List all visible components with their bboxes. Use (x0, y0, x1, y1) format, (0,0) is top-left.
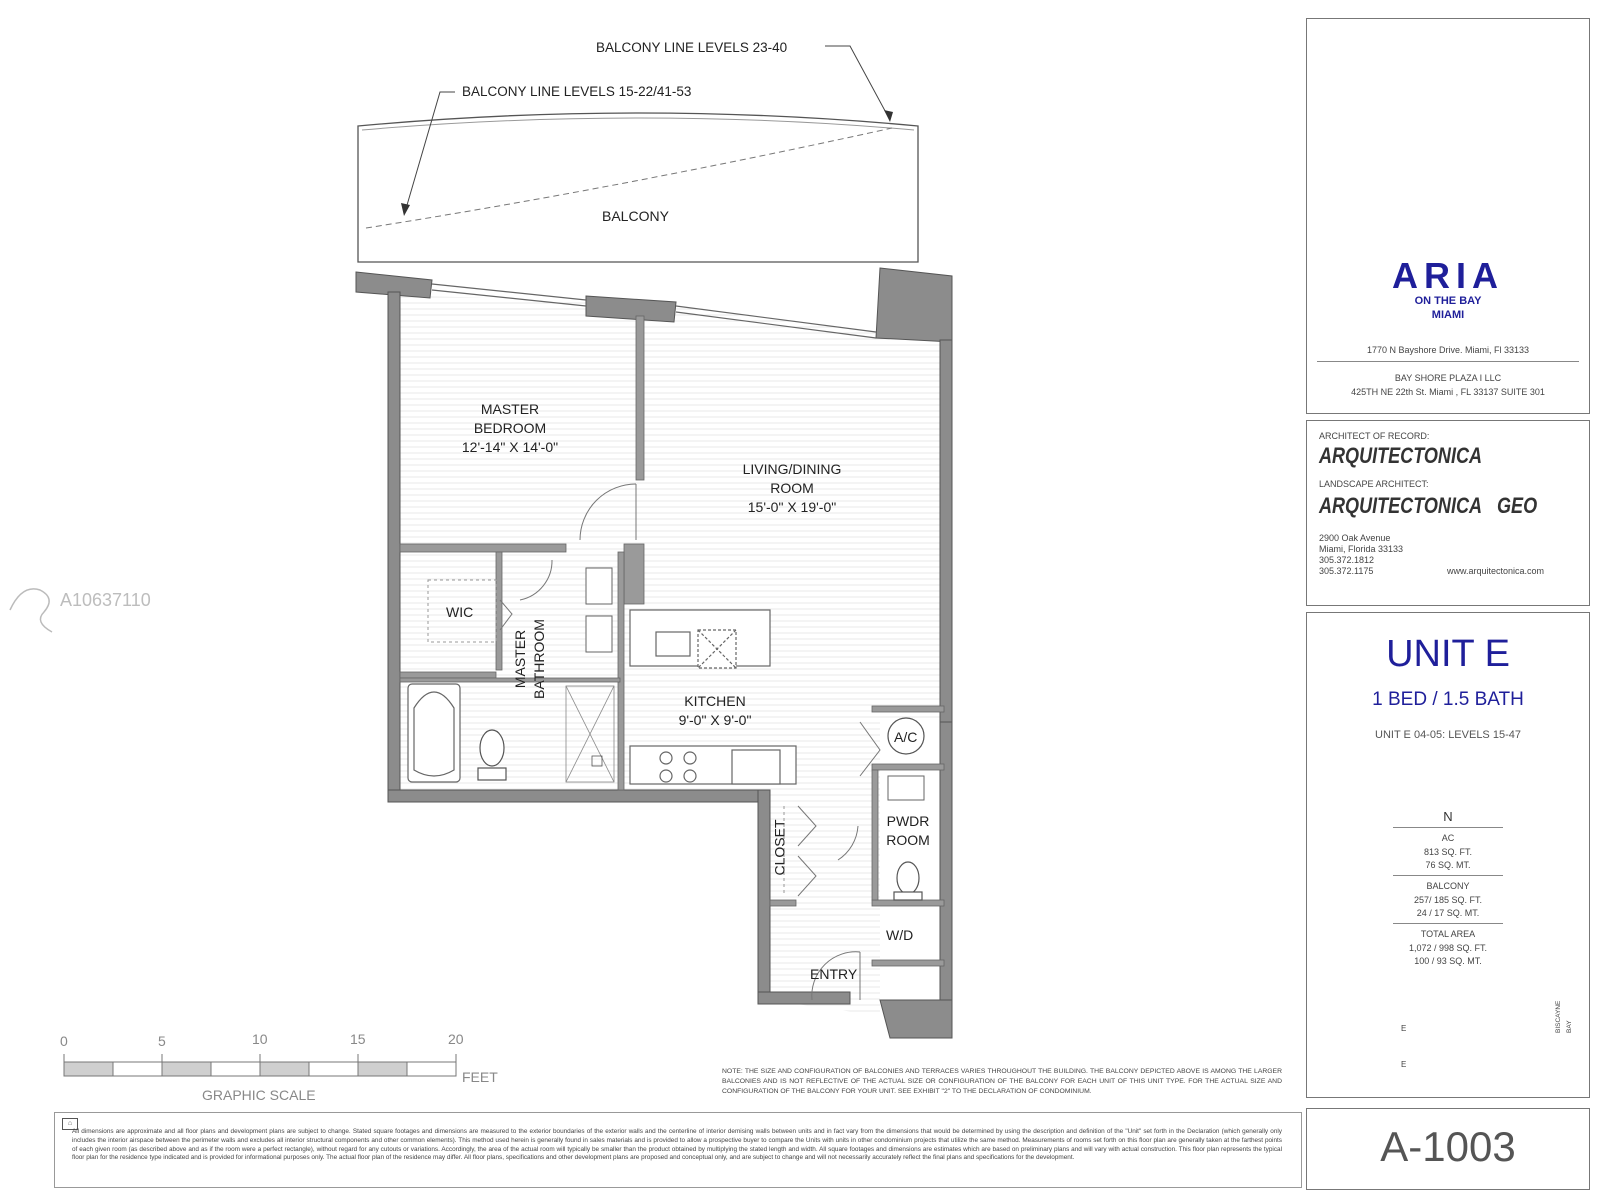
listing-id-watermark: A10637110 (60, 590, 151, 610)
project-panel (1306, 18, 1590, 414)
architect-phone-1: 305.372.1812 (1319, 555, 1375, 565)
unit-panel (1306, 612, 1590, 1098)
kitchen-size: 9'-0" X 9'-0" (678, 712, 752, 728)
pwdr-room-line-2: ROOM (886, 832, 930, 848)
scale-tick-10: 10 (252, 1031, 268, 1047)
architect-panel (1306, 420, 1590, 606)
balcony-area-sqmt: 24 / 17 SQ. MT. (1416, 908, 1480, 918)
watermark-logo (10, 589, 52, 632)
bathtub (408, 684, 460, 782)
ac-area-label: AC (1441, 833, 1455, 843)
master-bedroom-line-2: BEDROOM (473, 420, 547, 436)
legal-disclaimer: All dimensions are approximate and all floor plans and development plans are subject to change. Stated square footages and dimensions are measured to the exterior boundaries of the exterior walls and the centerline of interior demising walls between units and in fact vary from the dimensions that would be determined by using the description and definition of the "Unit" set forth in the Declaration (which generally only includes the interior airspace between the perimeter walls and excludes all interior structural components and other common elements). This method used herein is generally found in sales materials and is provided to allow a prospective buyer to compare the Units with units in other condominium projects that utilize the same method. Measurements of rooms set forth on this floor plan are generally taken at the farthest points of each given room (as described above and as if the room were a perfect rectangle), without regard for any cutouts or variations. Accordingly, the area of the actual room will typically be smaller than the product obtained by multiplying the stated length and width. All square footages and dimensions are estimates which are based on preliminary plans and will vary with actual construction. This floor plan represents the typical floor plan for the residence type indicated and is provided for informational purposes only. The actual floor plan of the residence may differ. All floor plans, specifications and other development plans are proposed and conceptual only, and are subject to change and will not necessarily accurately reflect the final plans and specifications for the development. (72, 1128, 1282, 1162)
architect-record-label: ARCHITECT OF RECORD: (1319, 431, 1430, 441)
living-room-line-2: ROOM (770, 480, 814, 496)
balcony-note: NOTE: THE SIZE AND CONFIGURATION OF BALCONIES AND TERRACES VARIES THROUGHOUT THE BUILDING. THE BALCONY DEPICTED ABOVE IS AMONG THE LARGER BALCONIES AND IS NOT REFLECTIVE OF THE ACTUAL SIZE OR CONFIGURATION OF THE BALCONY FOR EACH UNIT OF THIS UNIT TYPE. FOR THE ACTUAL SIZE AND CONFIGURATION OF THE BALCONY FOR YOUR UNIT. SEE EXHIBIT "2" TO THE DECLARATION OF CONDOMINIUM. (722, 1068, 1282, 1095)
kitchen-label (650, 692, 780, 730)
project-logo-sub2: MIAMI (1431, 309, 1465, 321)
project-logo-word: ARIA (1392, 255, 1504, 296)
landscape-architect-name: ARQUITECTONICA (1319, 493, 1483, 518)
living-room-line-1: LIVING/DINING (742, 461, 842, 477)
sheet-number-panel (1306, 1108, 1590, 1190)
wd-label: W/D (886, 927, 914, 943)
master-bathroom-line-1: MASTER (512, 629, 528, 689)
architect-record-name: ARQUITECTONICA (1319, 443, 1483, 468)
graphic-scale-bar (64, 1054, 456, 1076)
balcony-line-upper-label: BALCONY LINE LEVELS 23-40 (596, 40, 788, 55)
living-room-size: 15'-0" X 19'-0" (747, 499, 837, 515)
keyplan-bay-label: BISCAYNE BAY (1555, 1000, 1573, 1033)
north-label: N (1443, 809, 1453, 824)
ac-area-sqmt: 76 SQ. MT. (1425, 860, 1471, 870)
landscape-architect-label: LANDSCAPE ARCHITECT: (1319, 479, 1429, 489)
closet-label: CLOSET (771, 819, 788, 876)
pwdr-room-label (878, 812, 938, 850)
total-area-sqmt: 100 / 93 SQ. MT. (1414, 956, 1482, 966)
balcony-outline (358, 46, 918, 262)
architect-phone-2: 305.372.1175 (1319, 566, 1374, 576)
ac-label: A/C (894, 729, 918, 745)
sheet-number: A-1003 (1380, 1123, 1516, 1170)
master-bathroom-line-2: BATHROOM (531, 619, 547, 699)
master-bedroom-label (430, 400, 590, 457)
equal-housing-icon: ⌂ (62, 1118, 78, 1130)
area-divider-1 (1393, 827, 1503, 828)
kitchen-line-1: KITCHEN (684, 693, 746, 709)
master-bathroom-label (511, 599, 549, 719)
wic-label: WIC (446, 604, 474, 620)
unit-beds-baths: 1 BED / 1.5 BATH (1372, 689, 1524, 710)
balcony-area-label: BALCONY (1426, 881, 1470, 891)
keyplan-unit-mark-top: E (1401, 1024, 1407, 1033)
area-divider-2 (1393, 875, 1503, 876)
keyplan-unit-mark-bottom: E (1401, 1060, 1407, 1069)
scale-tick-0: 0 (60, 1033, 68, 1049)
scale-tick-5: 5 (158, 1033, 166, 1049)
architect-address-2: Miami, Florida 33133 (1319, 544, 1404, 554)
scale-unit: FEET (462, 1069, 498, 1085)
total-area-label: TOTAL AREA (1420, 929, 1476, 939)
landscape-architect-geo: GEO (1497, 493, 1538, 518)
scale-tick-20: 20 (448, 1031, 464, 1047)
scale-tick-15: 15 (350, 1031, 366, 1047)
developer-name: BAY SHORE PLAZA I LLC (1394, 373, 1502, 383)
architect-website[interactable]: www.arquitectonica.com (1447, 566, 1545, 576)
pwdr-room-line-1: PWDR (886, 813, 930, 829)
unit-levels: UNIT E 04-05: LEVELS 15-47 (1375, 729, 1521, 741)
project-address: 1770 N Bayshore Drive. Miami, Fl 33133 (1366, 345, 1530, 355)
developer-address: 425TH NE 22th St. Miami , FL 33137 SUITE 301 (1351, 387, 1545, 397)
balcony-label: BALCONY (602, 208, 669, 224)
unit-name: UNIT E (1386, 633, 1510, 675)
entry-label: ENTRY (810, 966, 858, 982)
project-logo-sub1: ON THE BAY (1414, 295, 1482, 307)
architect-address-1: 2900 Oak Avenue (1319, 533, 1391, 543)
area-divider-3 (1393, 923, 1503, 924)
total-area-sqft: 1,072 / 998 SQ. FT. (1408, 943, 1488, 953)
scale-caption: GRAPHIC SCALE (202, 1087, 316, 1103)
living-room-label (712, 460, 872, 517)
project-divider (1317, 361, 1579, 362)
ac-area-sqft: 813 SQ. FT. (1423, 847, 1473, 857)
master-bedroom-line-1: MASTER (480, 401, 540, 417)
balcony-area-sqft: 257/ 185 SQ. FT. (1413, 895, 1483, 905)
master-bedroom-size: 12'-14" X 14'-0" (461, 439, 559, 455)
balcony-line-lower-label: BALCONY LINE LEVELS 15-22/41-53 (462, 84, 692, 99)
